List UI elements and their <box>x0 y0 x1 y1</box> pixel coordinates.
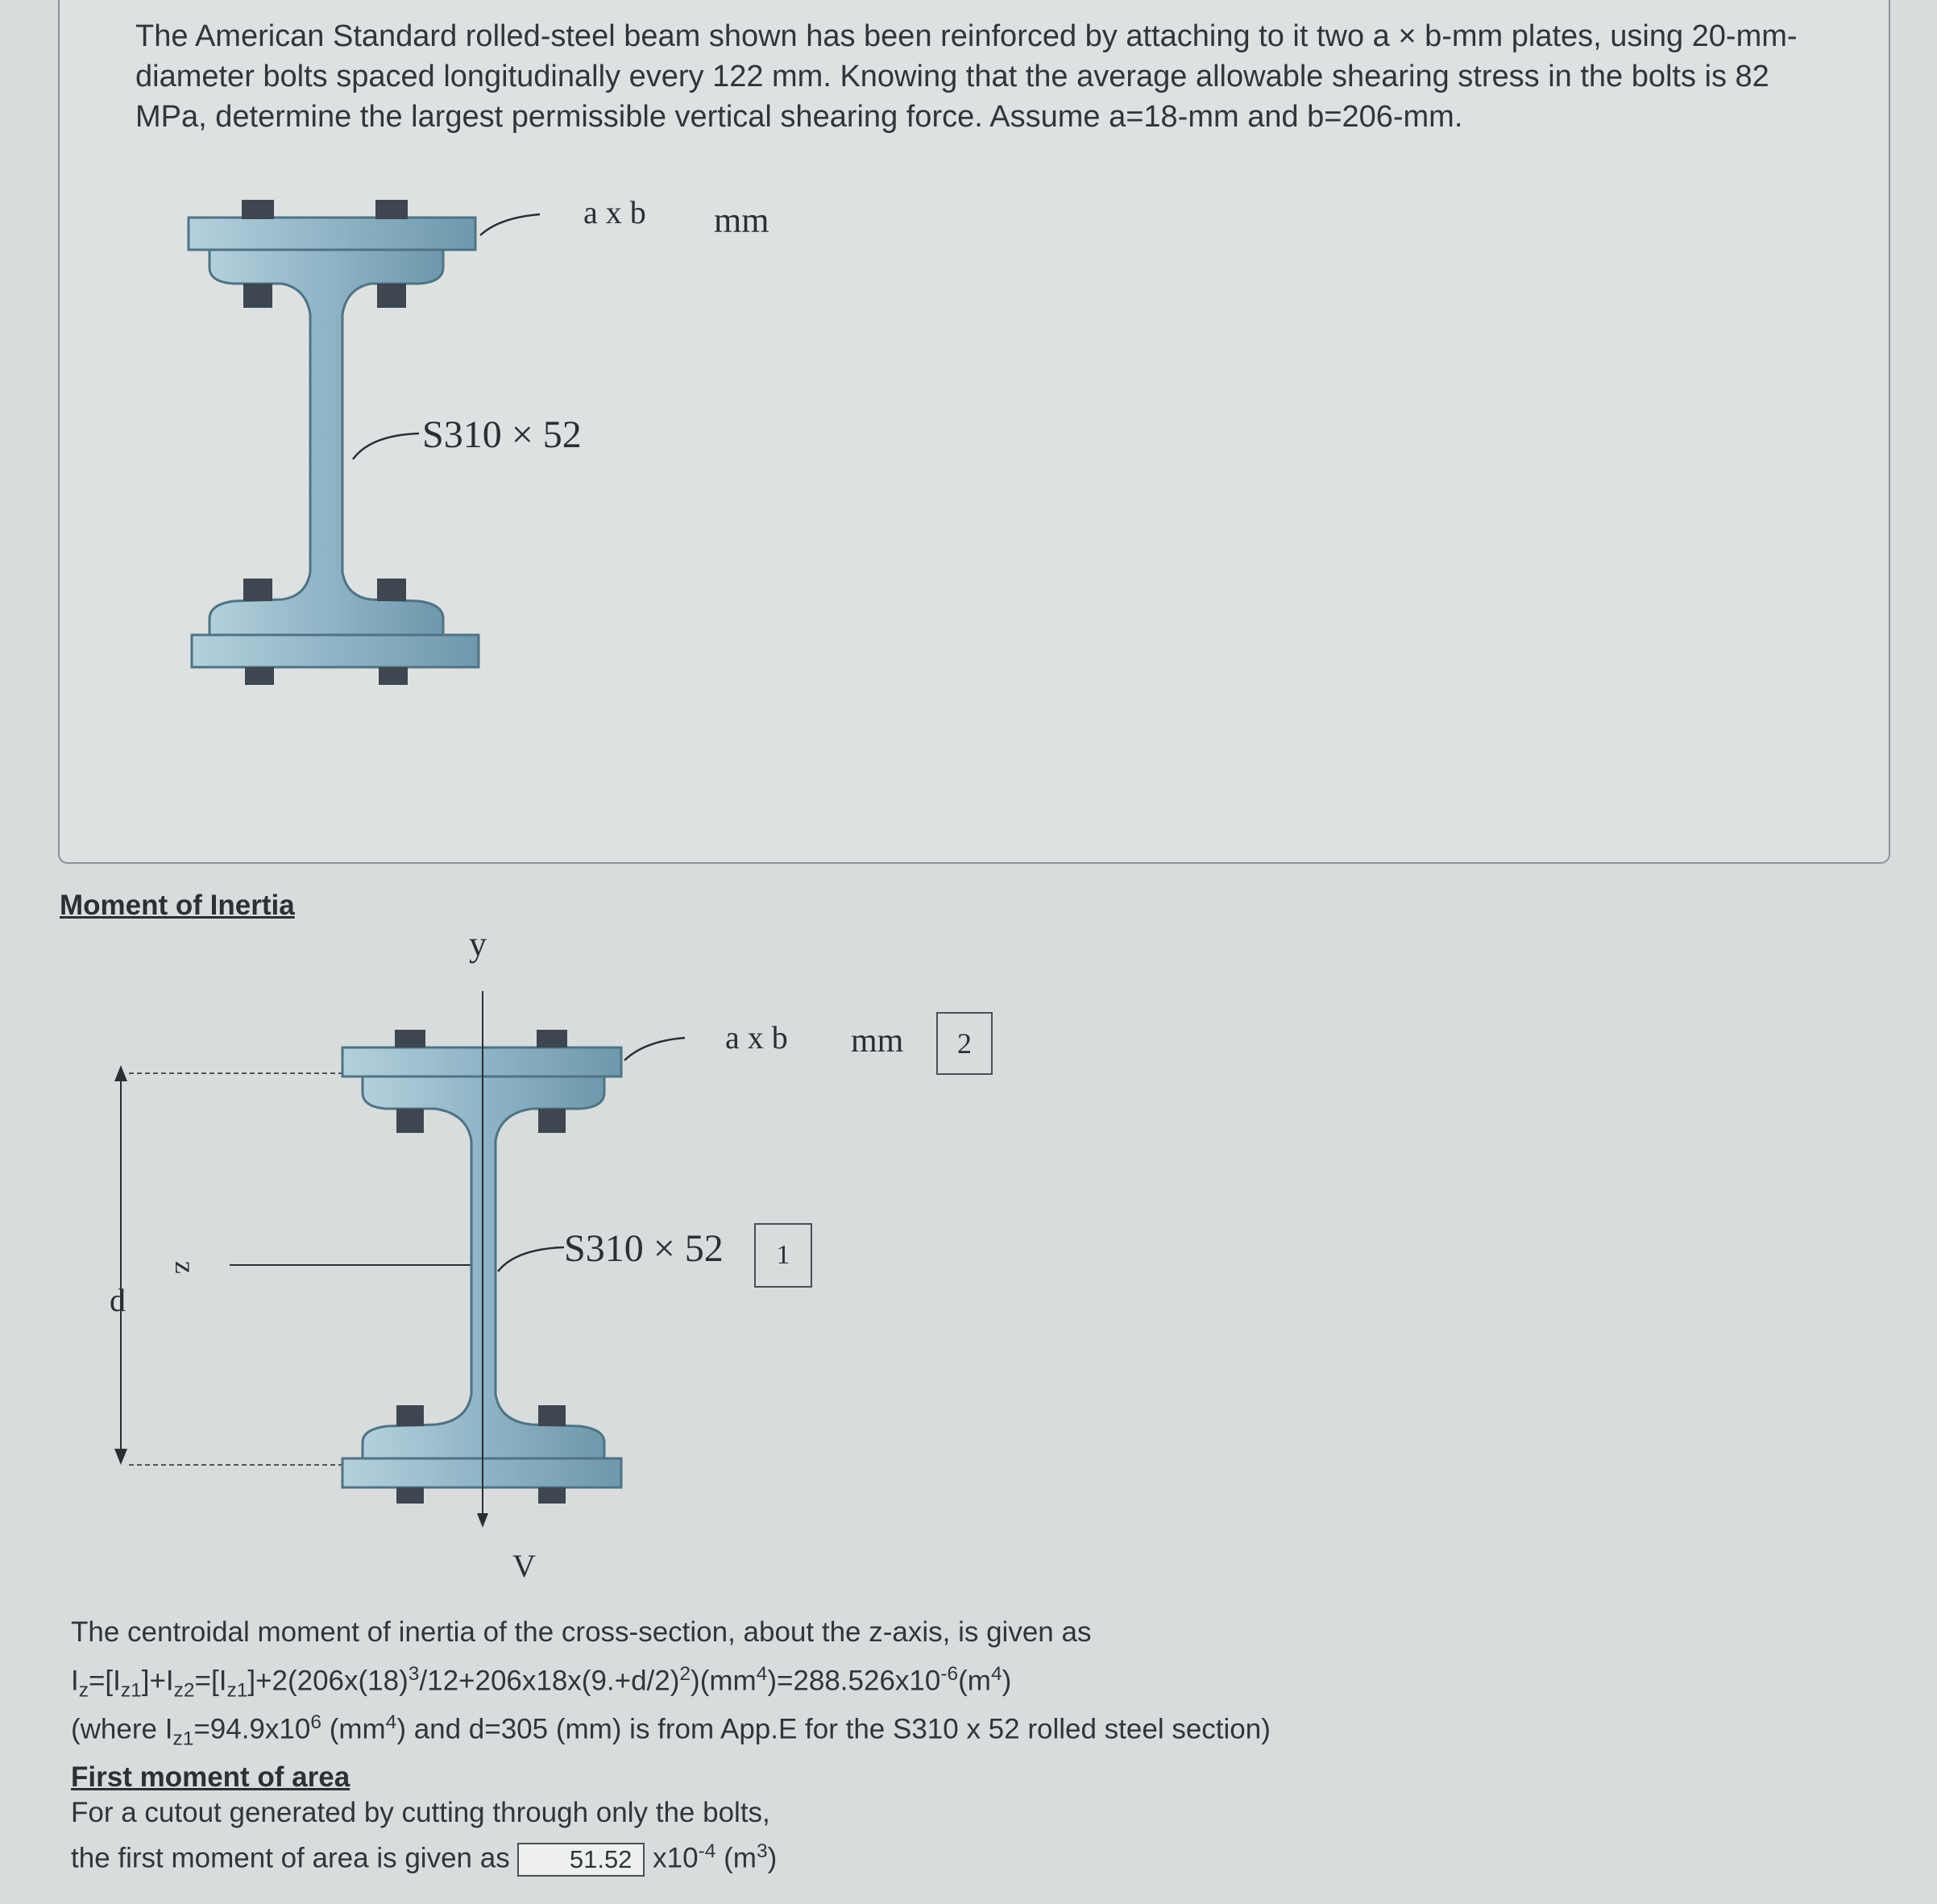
y-axis-label: y <box>469 924 487 964</box>
first-moment-line1: For a cutout generated by cutting through only the bolts, <box>71 1797 770 1828</box>
moment-of-inertia-equation: $I_z=[I_{z1}]+I_{z2}=[I_{z1}]+2(206x(18)^3/12+206x18x(9.+d/2)^2)(mm^4)=288.526x10^{-6}(m^4)$ <box>71 1663 1012 1702</box>
bolt-head <box>375 200 408 219</box>
bolt-nut <box>538 1405 566 1426</box>
bolt-head <box>242 200 274 219</box>
section-tag-1: 1 <box>754 1223 812 1288</box>
section-label-2: S310 × 52 <box>564 1227 724 1270</box>
centroidal-intro: The centroidal moment of inertia of the cross-section, about the z-axis, is given as <box>71 1616 1092 1648</box>
bolt-head <box>537 1030 567 1047</box>
section-properties-note: (where $I_{z1}=94.9x10^6$ $(mm^4)$ and d=305 (mm) is from App.E for the S310 x 52 rolled steel section) <box>71 1711 1271 1750</box>
bolt-head <box>395 1030 425 1047</box>
z-axis-label: z <box>168 1261 201 1274</box>
bolt-nut <box>243 284 272 308</box>
plate-tag-2: 2 <box>936 1012 993 1075</box>
section-label-1: S310 × 52 <box>422 413 582 456</box>
first-moment-answer-field[interactable]: 51.52 <box>517 1843 645 1877</box>
unit-label-2: mm <box>851 1023 904 1060</box>
bottom-plate <box>192 635 479 667</box>
first-moment-line2: the first moment of area is given as 51.52 $x10^{-4}$ $(m^3)$ <box>71 1840 777 1877</box>
bolt-nut <box>396 1109 424 1133</box>
problem-statement: The American Standard rolled-steel beam shown has been reinforced by attaching to it two a × b-mm plates, using 20-mm-diameter bolts spaced longitudinally every 122 mm. Knowing that the average allowable shearing stress in the bolts is 82 MPa, determine the largest permissible vertical shearing force. Assume a=18-mm and b=206-mm. <box>135 19 1798 134</box>
v-shear-label: V <box>512 1548 536 1584</box>
bolt-nut <box>377 579 406 601</box>
bolt-head <box>538 1487 566 1504</box>
plate-label-2: a x b <box>725 1019 788 1056</box>
moment-of-inertia-heading: Moment of Inertia <box>60 890 295 921</box>
unit-label-1: mm <box>714 201 769 240</box>
bolt-head <box>245 667 274 685</box>
bolt-nut <box>396 1405 424 1426</box>
bolt-head <box>379 667 408 685</box>
bolt-nut <box>538 1109 566 1133</box>
d-dimension-label: d <box>110 1282 126 1318</box>
plate-label-1: a x b <box>583 194 646 230</box>
first-moment-heading: First moment of area <box>71 1761 350 1793</box>
top-plate <box>189 218 475 250</box>
bolt-head <box>396 1487 424 1504</box>
bolt-nut <box>243 579 272 601</box>
bolt-nut <box>377 284 406 308</box>
